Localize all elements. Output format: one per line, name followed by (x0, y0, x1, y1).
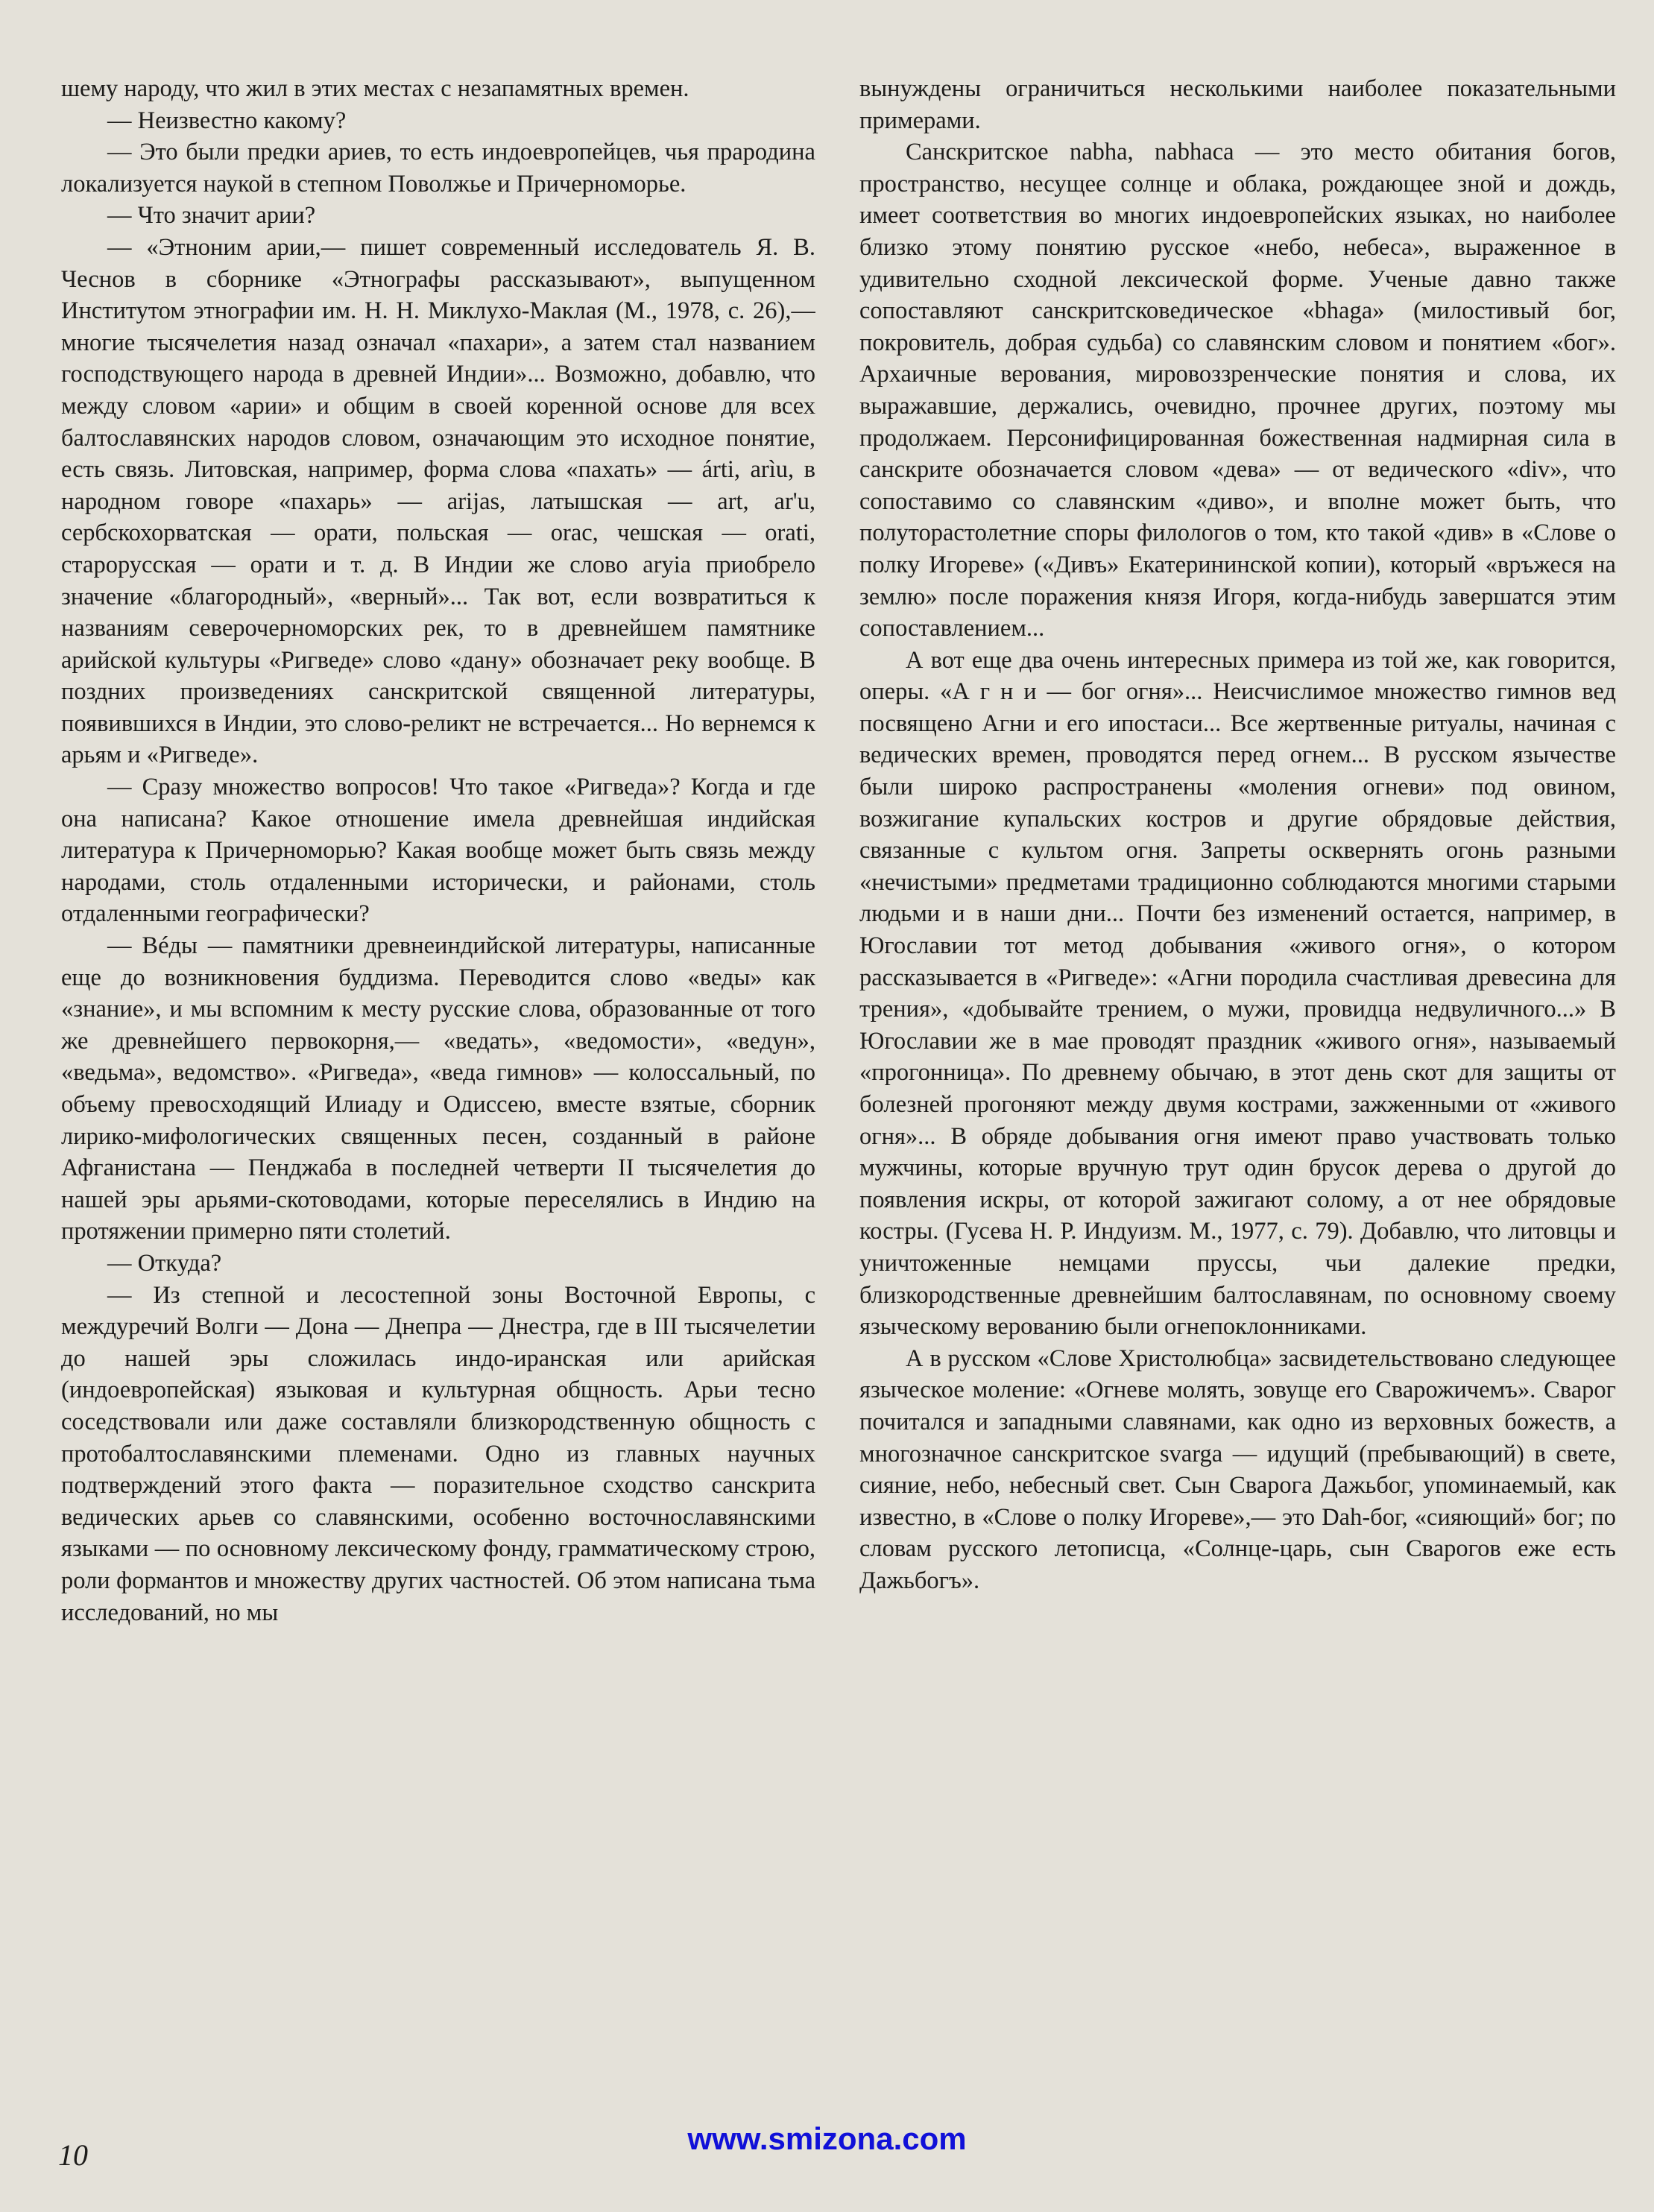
left-text-column (61, 73, 815, 2130)
paragraph: — «Этноним арии,— пишет современный исследователь Я. В. Чеснов в сборнике «Этнографы рассказывают», выпущенном Институтом этнографии им. Н. Н. Миклухо-Маклая (М., 1978, с. 26),— многие тысячелетия назад означал «пахари», а затем стал названием господствующего народа в древней Индии»... Возможно, добавлю, что между словом «арии» и общим в своей коренной основе для всех балтославянских народов словом, означающим это исходное понятие, есть связь. Литовская, например, форма слова «пахать» — árti, arìu, в народном говоре «пахарь» — arijas, латышская — art, ar'u, сербскохорватская — орати, польская — orac, чешская — orati, старорусская — орати и т. д. В Индии же слово aryia приобрело значение «благородный», «верный»... Так вот, если возвратиться к названиям северочерноморских рек, то в древнейшем памятнике арийской культуры «Ригведе» слово «дану» обозначает реку вообще. В поздних произведениях санскритской священной литературы, появившихся в Индии, это слово-реликт не встречается... Но вернемся к арьям и «Ригведе». (61, 233, 815, 769)
paragraph: Санскритское nabha, nabhaca — это место обитания богов, пространство, несущее солнце и облака, рождающее зной и дождь, имеет соответствия во многих индоевропейских языках, но наиболее близко этому понятию русское «небо, небеса», выраженное в удивительно сходной лексической форме. Ученые давно также сопоставляют санскритсковедическое «bhaga» (милостивый бог, покровитель, добрая судьба) со славянским словом и понятием «бог». Архаичные верования, мировоззренческие понятия и слова, их выражавшие, держались, очевидно, прочнее других, поэтому мы продолжаем. Персонифицированная божественная надмирная сила в санскрите обозначается словом «дева» — от ведического «div», что сопоставимо со славянским «диво», и вполне может быть, что полуторастолетние споры филологов о том, кто такой «див» в «Слове о полку Игореве» («Дивъ» Екатерининской копии), который «връжеся на землю» после поражения князя Игоря, когда-нибудь завершатся этим сопоставлением... (859, 139, 1616, 642)
footer-watermark-url: www.smizona.com (687, 2121, 967, 2156)
paragraph: вынуждены ограничиться несколькими наиболее показательными примерами. (859, 75, 1616, 134)
paragraph: — Из степной и лесостепной зоны Восточной Европы, с междуречий Волги — Дона — Днепра — Днестра, где в III тысячелетии до нашей эры сложилась индо-иранская или арийская (индоевропейская) языковая и культурная общность. Арьи тесно соседствовали или даже составляли близкородственную общность с протобалтославянскими племенами. Одно из главных научных подтверждений этого факта — поразительное сходство санскрита ведических арьев со славянскими, особенно восточнославянскими языками — по основному лексическому фонду, грамматическому строю, роли формантов и множеству других частностей. Об этом написана тьма исследований, но мы (61, 1281, 815, 1626)
paragraph: — Неизвестно какому? (107, 107, 347, 134)
paragraph: — Сразу множество вопросов! Что такое «Ригведа»? Когда и где она написана? Какое отношение имела древнейшая индийская литература к Причерноморью? Какая вообще может быть связь между народами, столь отдаленными исторически, и районами, столь отдаленными географически? (61, 774, 815, 928)
right-text-column (859, 73, 1616, 2130)
paragraph: А в русском «Слове Христолюбца» засвидетельствовано следующее языческое моление: «Огневе молять, зовуще его Сварожичемъ». Сварог почитался и западными славянами, как одно из верховных божеств, а многозначное санскритское svarga — идущий (пребывающий) в свете, сияние, небо, небесный свет. Сын Сварога Дажьбог, упоминаемый, как известно, в «Слове о полку Игореве»,— это Dah-бог, «сияющий» бог; по словам русского летописца, «Солнце-царь, сын Сварогов еже есть Дажьбогъ». (859, 1344, 1616, 1594)
paragraph: — Это были предки ариев, то есть индоевропейцев, чья прародина локализуется наукой в степном Поволжье и Причерноморье. (61, 139, 815, 197)
page-number: 10 (58, 2138, 88, 2172)
paragraph: — Вéды — памятники древнеиндийской литературы, написанные еще до возникновения буддизма. Переводится слово «веды» как «знание», и мы вспомним к месту русские слова, образованные от того же древнейшего первокорня,— «ведать», «ведомости», «ведун», «ведьма», ведомство». «Ригведа», «веда гимнов» — колоссальный, по объему превосходящий Илиаду и Одиссею, вместе взятые, сборник лирико-мифологических священных песен, созданный в районе Афганистана — Пенджаба в последней четверти II тысячелетия до нашей эры арьями-скотоводами, которые переселялись в Индию на протяжении примерно пяти столетий. (61, 932, 815, 1245)
paragraph: — Что значит арии? (107, 202, 316, 230)
paragraph: А вот еще два очень интересных примера из той же, как говорится, оперы. «А г н и — бог огня»... Неисчислимое множество гимнов вед посвящено Агни и его ипостаси... Все жертвенные ритуалы, начиная с ведических времен, проводятся перед огнем... В русском язычестве были широко распространены «моления огневи» под овином, возжигание купальских костров и другие обрядовые действия, связанные с культом огня. Запреты осквернять огонь разными «нечистыми» предметами традиционно соблюдаются многими старыми людьми и в наши дни... Почти без изменений остается, например, в Югославии тот метод добывания «живого огня», о котором рассказывается в «Ригведе»: «Агни породила счастливая древесина для трения», «добывайте трением, о мужи, провидца недвуличного...» В Югославии же в мае проводят праздник «живого огня», называемый «прогонница». По древнему обычаю, в этот день скот для защиты от болезней прогоняют между двумя кострами, зажженными от «живого огня»... В обряде добывания огня имеют право участвовать только мужчины, которые вручную трут один брусок дерева о другой до появления искры, от которой зажигают солому, а от нее обрядовые костры. (Гусева Н. Р. Индуизм. М., 1977, с. 79). Добавлю, что литовцы и уничтоженные немцами пруссы, чьи далекие предки, близкородственные древнейшим балтославянам, по основному своему языческому верованию были огнепоклонниками. (859, 646, 1616, 1341)
paragraph: — Откуда? (107, 1249, 222, 1277)
paragraph: шему народу, что жил в этих местах с незапамятных времен. (61, 75, 689, 102)
